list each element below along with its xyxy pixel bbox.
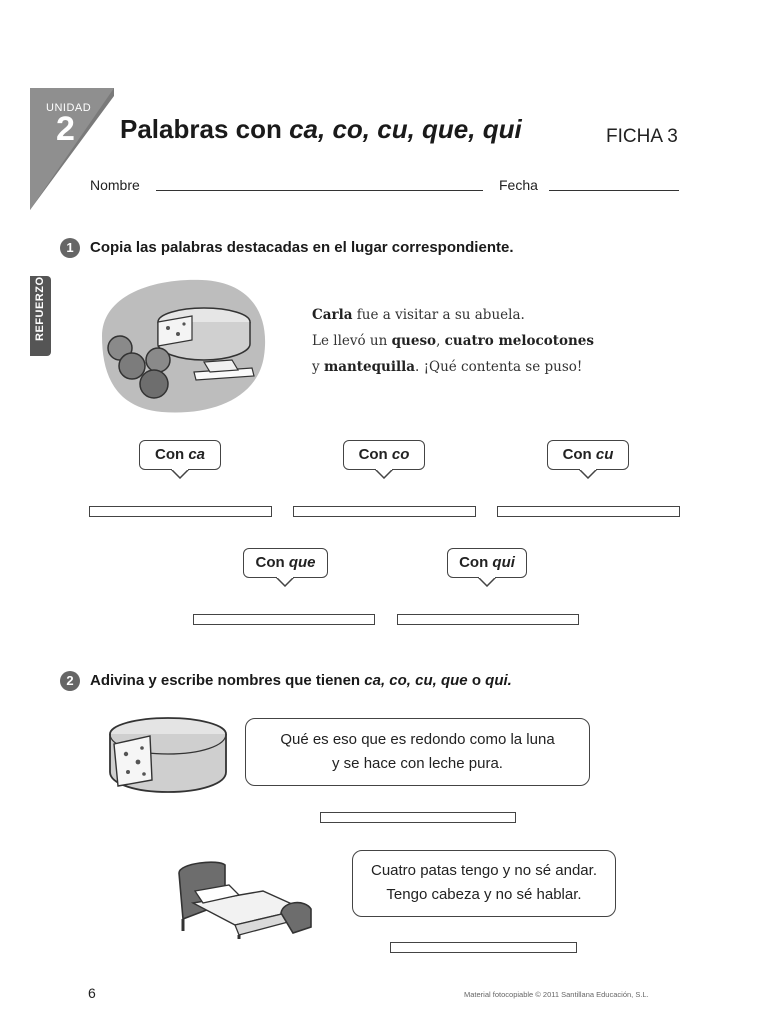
side-tab-label: REFUERZO	[34, 276, 46, 341]
riddle-2-bubble	[352, 850, 616, 917]
sheet-label: FICHA 3	[606, 126, 678, 147]
story-line-1: fue a visitar a su abuela.	[356, 307, 525, 323]
story-word-carla: Carla	[312, 307, 353, 323]
riddle-2-line-1: Cuatro patas tengo y no sé andar.	[371, 862, 597, 879]
bed-icon	[173, 857, 318, 939]
story-line-2-sep: ,	[436, 333, 445, 349]
exercise-2-number: 2	[60, 671, 80, 691]
tag-syllable: ca	[188, 446, 206, 463]
tag-arrow-icon	[375, 469, 393, 479]
tag-syllable: co	[391, 446, 410, 463]
name-line[interactable]	[156, 190, 483, 191]
tag-con-qui	[447, 548, 527, 578]
tag-syllable: cu	[595, 446, 614, 463]
exercise-1-number: 1	[60, 238, 80, 258]
story-line-2-start: Le llevó un	[312, 333, 388, 349]
exercise-2-instruction	[90, 672, 512, 689]
tag-prefix: Con	[358, 446, 388, 463]
groceries-illustration	[92, 276, 272, 418]
date-label: Fecha	[499, 177, 538, 193]
answer-box-cu[interactable]	[497, 506, 680, 517]
story-word-melocotones: cuatro melocotones	[444, 333, 594, 349]
copyright-notice: Material fotocopiable © 2011 Santillana Educación, S.L.	[464, 990, 649, 999]
tag-arrow-icon	[276, 577, 294, 587]
story-word-mantequilla: mantequilla	[323, 359, 415, 375]
cheese-icon	[92, 714, 232, 796]
unit-label: UNIDAD	[46, 102, 92, 114]
page-title	[120, 114, 522, 145]
answer-box-co[interactable]	[293, 506, 476, 517]
page-number: 6	[88, 985, 96, 1001]
instruction-syllables: ca, co, cu, que	[364, 672, 468, 689]
riddle-2-line-2: Tengo cabeza y no sé hablar.	[386, 886, 582, 903]
tag-arrow-icon	[579, 469, 597, 479]
tag-arrow-icon	[171, 469, 189, 479]
instruction-prefix: Adivina y escribe nombres que tienen	[90, 672, 361, 689]
tag-prefix: Con	[154, 446, 185, 463]
tag-con-cu	[547, 440, 629, 470]
answer-box-riddle-2[interactable]	[390, 942, 577, 953]
unit-number: 2	[56, 110, 75, 148]
exercise-1-instruction: Copia las palabras destacadas en el lugar correspondiente.	[90, 239, 514, 256]
title-syllables: ca, co, cu, que, qui	[289, 114, 522, 144]
riddle-1-bubble	[245, 718, 590, 786]
tag-con-que	[243, 548, 328, 578]
riddle-1-line-1: Qué es eso que es redondo como la luna	[280, 731, 555, 748]
tag-con-ca	[139, 440, 221, 470]
title-prefix: Palabras con	[120, 114, 282, 144]
tag-con-co	[343, 440, 425, 470]
story-line-3-start: y	[312, 359, 320, 375]
instruction-or: o	[471, 672, 481, 689]
name-label: Nombre	[90, 177, 140, 193]
story-text	[312, 302, 594, 380]
story-word-queso: queso	[391, 333, 437, 349]
riddle-1-line-2: y se hace con leche pura.	[332, 755, 503, 772]
tag-arrow-icon	[478, 577, 496, 587]
answer-box-que[interactable]	[193, 614, 375, 625]
tag-prefix: Con	[459, 554, 489, 571]
answer-box-qui[interactable]	[397, 614, 579, 625]
answer-box-ca[interactable]	[89, 506, 272, 517]
tag-prefix: Con	[255, 554, 285, 571]
tag-syllable: que	[288, 554, 316, 571]
answer-box-riddle-1[interactable]	[320, 812, 516, 823]
tag-syllable: qui	[492, 554, 515, 571]
date-line[interactable]	[549, 190, 679, 191]
story-line-3-rest: . ¡Qué contenta se puso!	[415, 359, 583, 375]
tag-prefix: Con	[562, 446, 592, 463]
instruction-last: qui.	[485, 672, 512, 689]
